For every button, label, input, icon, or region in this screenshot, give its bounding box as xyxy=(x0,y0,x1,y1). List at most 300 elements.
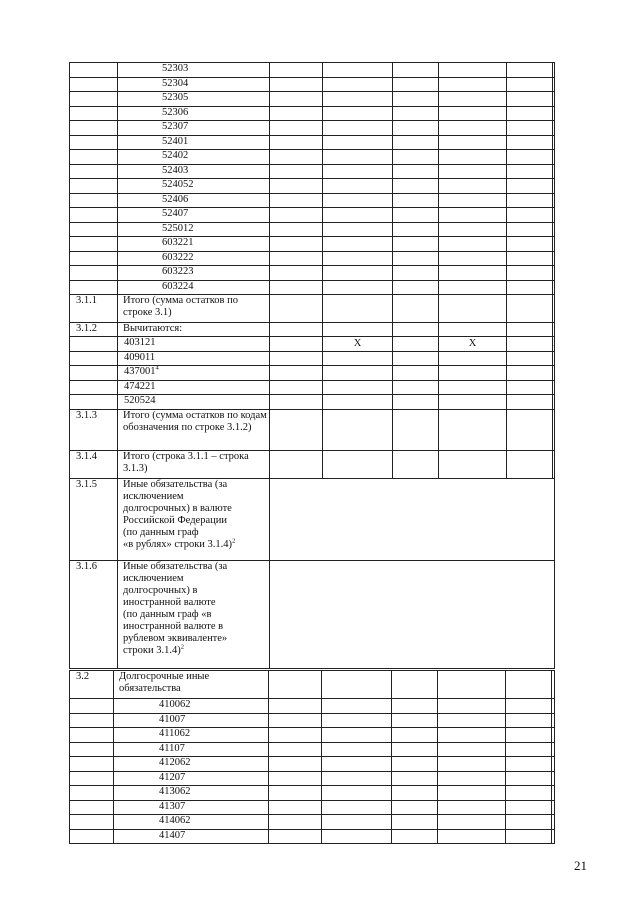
table-row xyxy=(70,800,555,815)
row-number-cell xyxy=(70,380,118,395)
value-cell xyxy=(507,179,553,194)
not-applicable-mark xyxy=(553,338,555,349)
value-cell xyxy=(322,800,392,815)
value-cell xyxy=(439,280,507,295)
value-cell xyxy=(270,164,323,179)
value-cell xyxy=(553,121,555,136)
table-row xyxy=(70,106,555,121)
value-cell xyxy=(270,135,323,150)
description-cell: Вычитаются: xyxy=(118,323,270,337)
table-row xyxy=(70,179,555,194)
value-cell xyxy=(393,164,439,179)
value-cell xyxy=(270,63,323,78)
value-cell xyxy=(553,395,555,410)
description-line: иностранной валюте в xyxy=(123,620,224,632)
value-cell xyxy=(269,800,322,815)
merged-value-cell xyxy=(270,478,555,560)
account-code-cell: 524052 xyxy=(118,179,270,194)
row-number-cell xyxy=(70,395,118,410)
value-cell xyxy=(392,728,438,743)
value-cell xyxy=(507,450,553,478)
value-cell xyxy=(323,409,393,450)
value-cell xyxy=(553,409,555,450)
description-line: исключением xyxy=(123,572,184,584)
row-number-cell: 3.2 xyxy=(70,671,114,699)
value-cell xyxy=(552,829,555,844)
account-code-cell: 525012 xyxy=(118,222,270,237)
value-cell xyxy=(393,121,439,136)
table-row xyxy=(70,395,555,410)
value-cell xyxy=(392,786,438,801)
value-cell xyxy=(270,395,323,410)
value-cell xyxy=(553,208,555,223)
value-cell xyxy=(506,786,552,801)
description-cell: Итого (сумма остатков по строке 3.1) xyxy=(118,295,270,323)
value-cell xyxy=(552,728,555,743)
value-cell xyxy=(552,671,555,699)
value-cell xyxy=(506,713,552,728)
value-cell xyxy=(323,280,393,295)
description-line: строки 3.1.4)$^2$ xyxy=(123,643,184,656)
account-code-cell: 414062 xyxy=(114,815,269,830)
table-row xyxy=(70,728,555,743)
row-number-cell xyxy=(70,92,118,107)
value-cell xyxy=(323,77,393,92)
table-row xyxy=(70,164,555,179)
value-cell xyxy=(270,222,323,237)
value-cell xyxy=(553,337,555,352)
row-number-cell xyxy=(70,337,118,352)
value-cell xyxy=(438,742,506,757)
value-cell xyxy=(393,295,439,323)
description-line: (по данным граф xyxy=(123,526,199,538)
account-code-cell xyxy=(118,366,270,381)
value-cell xyxy=(439,237,507,252)
value-cell xyxy=(322,771,392,786)
value-cell xyxy=(270,450,323,478)
value-cell xyxy=(553,106,555,121)
value-cell xyxy=(270,266,323,281)
account-code-cell: 413062 xyxy=(114,786,269,801)
value-cell xyxy=(323,237,393,252)
table-row xyxy=(70,450,555,478)
row-number-cell xyxy=(70,193,118,208)
table-row xyxy=(70,323,555,337)
account-code-cell: 52303 xyxy=(118,63,270,78)
value-cell xyxy=(507,164,553,179)
table-row xyxy=(70,121,555,136)
description-line: рублевом эквиваленте» xyxy=(123,632,228,644)
value-cell xyxy=(393,106,439,121)
value-cell xyxy=(322,786,392,801)
description-cell: Итого (сумма остатков по кодам обозначения по строке 3.1.2) xyxy=(118,409,270,450)
account-code-cell: 52307 xyxy=(118,121,270,136)
value-cell xyxy=(439,337,507,352)
row-number-cell xyxy=(70,757,114,772)
table-row xyxy=(70,829,555,844)
value-cell xyxy=(506,829,552,844)
value-cell xyxy=(506,699,552,714)
value-cell xyxy=(392,800,438,815)
value-cell xyxy=(323,92,393,107)
table-row xyxy=(70,280,555,295)
value-cell xyxy=(507,193,553,208)
row-number-cell xyxy=(70,237,118,252)
value-cell xyxy=(507,280,553,295)
value-cell xyxy=(507,135,553,150)
value-cell xyxy=(323,395,393,410)
row-number-cell xyxy=(70,106,118,121)
description-line: исключением xyxy=(123,490,184,502)
table-row xyxy=(70,63,555,78)
value-cell xyxy=(439,63,507,78)
value-cell xyxy=(553,237,555,252)
value-cell xyxy=(438,699,506,714)
value-cell xyxy=(438,815,506,830)
table-row xyxy=(70,560,555,668)
value-cell xyxy=(393,337,439,352)
value-cell xyxy=(507,121,553,136)
account-code-cell: 52401 xyxy=(118,135,270,150)
value-cell xyxy=(506,757,552,772)
value-cell xyxy=(270,106,323,121)
account-code: 403121 xyxy=(124,337,156,348)
value-cell xyxy=(439,106,507,121)
account-code-cell xyxy=(118,351,270,366)
table-row xyxy=(70,92,555,107)
table-row xyxy=(70,786,555,801)
value-cell xyxy=(507,92,553,107)
value-cell xyxy=(269,671,322,699)
value-cell xyxy=(506,742,552,757)
account-code-cell: 603222 xyxy=(118,251,270,266)
value-cell xyxy=(439,164,507,179)
table-row xyxy=(70,351,555,366)
table-row xyxy=(70,409,555,450)
value-cell xyxy=(323,150,393,165)
account-code-cell: 41307 xyxy=(114,800,269,815)
page-number: 21 xyxy=(574,858,587,873)
value-cell xyxy=(323,106,393,121)
value-cell xyxy=(439,208,507,223)
value-cell xyxy=(553,366,555,381)
account-code-cell: 52406 xyxy=(118,193,270,208)
value-cell xyxy=(393,92,439,107)
value-cell xyxy=(270,323,323,337)
value-cell xyxy=(507,295,553,323)
value-cell xyxy=(507,63,553,78)
value-cell xyxy=(323,135,393,150)
value-cell xyxy=(507,77,553,92)
account-code: 520524 xyxy=(124,395,156,406)
value-cell xyxy=(506,728,552,743)
value-cell xyxy=(392,829,438,844)
table-row xyxy=(70,742,555,757)
value-cell xyxy=(553,266,555,281)
value-cell xyxy=(506,771,552,786)
value-cell xyxy=(393,179,439,194)
description-cell: Итого (строка 3.1.1 – строка 3.1.3) xyxy=(118,450,270,478)
value-cell xyxy=(393,237,439,252)
row-number-cell xyxy=(70,351,118,366)
value-cell xyxy=(269,699,322,714)
value-cell xyxy=(270,179,323,194)
row-number-cell: 3.1.3 xyxy=(70,409,118,450)
footnote-mark: 2 xyxy=(180,643,184,650)
value-cell xyxy=(323,208,393,223)
value-cell xyxy=(507,251,553,266)
value-cell xyxy=(393,380,439,395)
value-cell xyxy=(507,323,553,337)
value-cell xyxy=(439,193,507,208)
account-code-cell xyxy=(118,380,270,395)
value-cell xyxy=(392,699,438,714)
account-codes-table-top xyxy=(69,62,555,669)
row-number-cell: 3.1.1 xyxy=(70,295,118,323)
value-cell xyxy=(270,77,323,92)
value-cell xyxy=(439,77,507,92)
value-cell xyxy=(439,179,507,194)
row-number-cell xyxy=(70,121,118,136)
value-cell xyxy=(269,786,322,801)
row-number-cell xyxy=(70,713,114,728)
table-row xyxy=(70,135,555,150)
value-cell xyxy=(507,337,553,352)
value-cell xyxy=(439,351,507,366)
not-applicable-mark: X xyxy=(353,337,362,349)
row-number-cell: 3.1.5 xyxy=(70,478,118,560)
table-row xyxy=(70,77,555,92)
value-cell xyxy=(553,164,555,179)
value-cell xyxy=(270,409,323,450)
value-cell xyxy=(393,251,439,266)
value-cell xyxy=(270,351,323,366)
account-code-cell xyxy=(118,395,270,410)
value-cell xyxy=(506,800,552,815)
value-cell xyxy=(552,786,555,801)
account-code-cell: 52403 xyxy=(118,164,270,179)
value-cell xyxy=(270,251,323,266)
value-cell xyxy=(553,450,555,478)
value-cell xyxy=(439,295,507,323)
row-number-cell xyxy=(70,222,118,237)
account-code-cell: 52304 xyxy=(118,77,270,92)
value-cell xyxy=(323,337,393,352)
row-number-cell xyxy=(70,179,118,194)
value-cell xyxy=(439,251,507,266)
value-cell xyxy=(323,179,393,194)
value-cell xyxy=(438,771,506,786)
value-cell xyxy=(393,266,439,281)
value-cell xyxy=(553,280,555,295)
table-row xyxy=(70,757,555,772)
value-cell xyxy=(553,179,555,194)
value-cell xyxy=(322,757,392,772)
value-cell xyxy=(507,409,553,450)
footnote-mark: 2 xyxy=(232,537,236,544)
value-cell xyxy=(270,150,323,165)
table-row xyxy=(70,193,555,208)
value-cell xyxy=(507,266,553,281)
description-cell xyxy=(118,478,270,560)
value-cell xyxy=(506,671,552,699)
value-cell xyxy=(553,135,555,150)
account-code-cell: 603221 xyxy=(118,237,270,252)
value-cell xyxy=(553,92,555,107)
value-cell xyxy=(269,829,322,844)
value-cell xyxy=(270,280,323,295)
row-number-cell xyxy=(70,815,114,830)
merged-value-cell xyxy=(270,560,555,668)
value-cell xyxy=(393,409,439,450)
row-number-cell xyxy=(70,366,118,381)
table-row xyxy=(70,150,555,165)
description-line: долгосрочных) в xyxy=(123,584,198,596)
value-cell xyxy=(392,713,438,728)
value-cell xyxy=(323,266,393,281)
value-cell xyxy=(270,366,323,381)
table-row xyxy=(70,713,555,728)
value-cell xyxy=(552,771,555,786)
value-cell xyxy=(552,757,555,772)
value-cell xyxy=(553,222,555,237)
value-cell xyxy=(507,106,553,121)
value-cell xyxy=(507,351,553,366)
row-number-cell xyxy=(70,771,114,786)
value-cell xyxy=(507,380,553,395)
account-code-cell: 41107 xyxy=(114,742,269,757)
value-cell xyxy=(553,323,555,337)
table-row xyxy=(70,366,555,381)
row-number-cell xyxy=(70,699,114,714)
row-number-cell xyxy=(70,728,114,743)
value-cell xyxy=(552,800,555,815)
value-cell xyxy=(553,77,555,92)
row-number-cell xyxy=(70,164,118,179)
value-cell xyxy=(393,77,439,92)
value-cell xyxy=(270,380,323,395)
description-line: (по данным граф «в xyxy=(123,608,212,620)
row-number-cell xyxy=(70,829,114,844)
value-cell xyxy=(439,121,507,136)
value-cell xyxy=(439,395,507,410)
description-line: «в рублях» строки 3.1.4)$^2$ xyxy=(123,537,236,550)
description-cell: Долгосрочные иные обязательства xyxy=(114,671,269,699)
account-code-cell: 41007 xyxy=(114,713,269,728)
value-cell xyxy=(393,193,439,208)
account-code-cell: 52402 xyxy=(118,150,270,165)
value-cell xyxy=(439,409,507,450)
value-cell xyxy=(323,222,393,237)
value-cell xyxy=(270,337,323,352)
value-cell xyxy=(393,351,439,366)
table-row xyxy=(70,815,555,830)
value-cell xyxy=(552,713,555,728)
value-cell xyxy=(506,815,552,830)
value-cell xyxy=(553,295,555,323)
value-cell xyxy=(393,222,439,237)
table-row xyxy=(70,208,555,223)
value-cell xyxy=(322,728,392,743)
description-line: Иные обязательства (за xyxy=(123,478,228,490)
table-row xyxy=(70,771,555,786)
value-cell xyxy=(439,450,507,478)
table-row xyxy=(70,337,555,352)
value-cell xyxy=(392,671,438,699)
value-cell xyxy=(393,450,439,478)
value-cell xyxy=(269,742,322,757)
value-cell xyxy=(323,366,393,381)
value-cell xyxy=(269,815,322,830)
value-cell xyxy=(269,728,322,743)
row-number-cell: 3.1.4 xyxy=(70,450,118,478)
value-cell xyxy=(438,757,506,772)
value-cell xyxy=(439,222,507,237)
value-cell xyxy=(439,366,507,381)
value-cell xyxy=(323,164,393,179)
account-code-cell: 52306 xyxy=(118,106,270,121)
description-line: Иные обязательства (за xyxy=(123,560,228,572)
value-cell xyxy=(393,150,439,165)
value-cell xyxy=(323,351,393,366)
value-cell xyxy=(393,135,439,150)
value-cell xyxy=(269,757,322,772)
table-row xyxy=(70,380,555,395)
value-cell xyxy=(323,450,393,478)
row-number-cell xyxy=(70,251,118,266)
value-cell xyxy=(438,728,506,743)
value-cell xyxy=(270,237,323,252)
table-row xyxy=(70,266,555,281)
description-line: долгосрочных) в валюте xyxy=(123,502,232,514)
value-cell xyxy=(323,251,393,266)
value-cell xyxy=(439,92,507,107)
account-code: 409011 xyxy=(124,351,156,363)
row-number-cell xyxy=(70,800,114,815)
table-row xyxy=(70,222,555,237)
row-number-cell xyxy=(70,786,114,801)
row-number-cell xyxy=(70,742,114,757)
row-number-cell xyxy=(70,208,118,223)
value-cell xyxy=(323,193,393,208)
value-cell xyxy=(392,771,438,786)
value-cell xyxy=(270,121,323,136)
row-number-cell: 3.1.2 xyxy=(70,323,118,337)
value-cell xyxy=(553,63,555,78)
value-cell xyxy=(323,380,393,395)
not-applicable-mark: X xyxy=(468,337,477,349)
value-cell xyxy=(507,237,553,252)
value-cell xyxy=(322,815,392,830)
value-cell xyxy=(323,121,393,136)
value-cell xyxy=(438,786,506,801)
description-line: иностранной валюте xyxy=(123,596,216,608)
value-cell xyxy=(507,222,553,237)
value-cell xyxy=(270,193,323,208)
row-number-cell xyxy=(70,150,118,165)
value-cell xyxy=(393,280,439,295)
value-cell xyxy=(553,251,555,266)
account-code-cell: 52407 xyxy=(118,208,270,223)
value-cell xyxy=(553,351,555,366)
row-number-cell xyxy=(70,77,118,92)
account-code-cell: 412062 xyxy=(114,757,269,772)
value-cell xyxy=(439,150,507,165)
row-number-cell xyxy=(70,63,118,78)
value-cell xyxy=(438,713,506,728)
value-cell xyxy=(392,815,438,830)
description-cell xyxy=(118,560,270,668)
